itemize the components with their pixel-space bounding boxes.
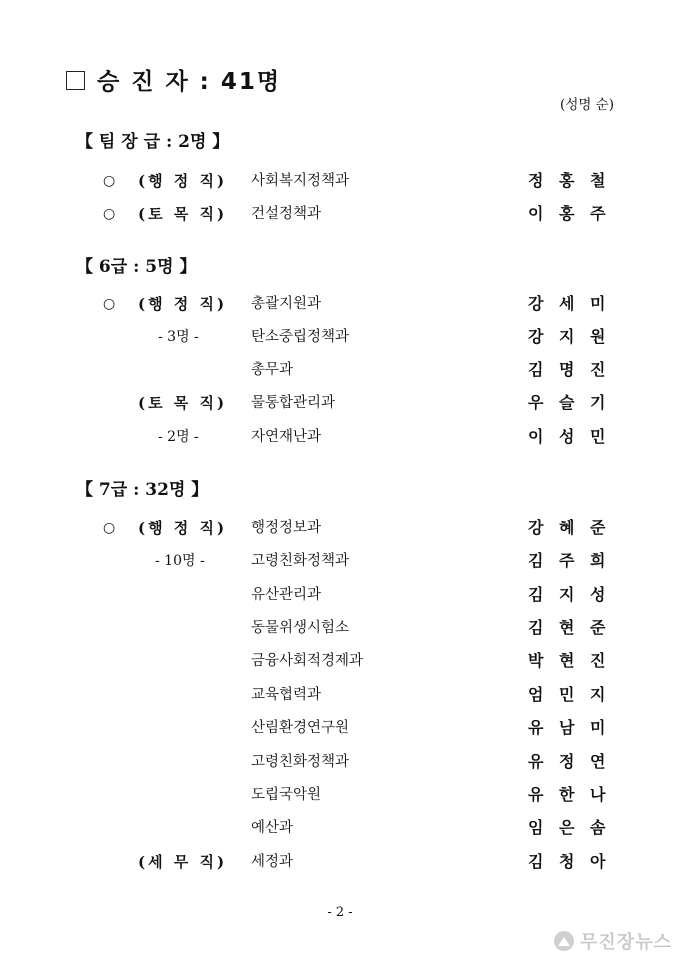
person-name: 정 홍 철 xyxy=(528,171,611,190)
watermark-text: 무진장뉴스 xyxy=(580,932,672,953)
list-item xyxy=(0,617,680,639)
person-name: 유 한 나 xyxy=(528,785,611,804)
department: 사회복지정책과 xyxy=(251,173,350,189)
count-note: - 10명 - xyxy=(155,553,205,569)
department: 동물위생시험소 xyxy=(251,620,350,636)
job-category: (행 정 직) xyxy=(138,172,228,190)
list-item xyxy=(0,326,680,348)
department: 고령친화정책과 xyxy=(251,553,350,569)
department: 고령친화정책과 xyxy=(251,754,350,770)
list-item xyxy=(0,359,680,381)
department: 예산과 xyxy=(251,820,294,836)
person-name: 엄 민 지 xyxy=(528,685,611,704)
checkbox-icon xyxy=(66,71,85,90)
bullet-icon: ○ xyxy=(103,206,116,222)
sort-order-note: (성명 순) xyxy=(560,97,614,113)
page-title-text: 승 진 자 : 41명 xyxy=(97,69,282,95)
department: 건설정책과 xyxy=(251,206,322,222)
list-item xyxy=(0,170,680,192)
list-item xyxy=(0,784,680,806)
department: 세정과 xyxy=(251,854,294,870)
department: 물통합관리과 xyxy=(251,395,336,411)
mountain-logo-icon xyxy=(554,931,574,951)
list-item xyxy=(0,517,680,539)
watermark xyxy=(554,928,672,954)
department: 행정정보과 xyxy=(251,520,322,536)
section-header-grade-6: 【 6급 : 5명 】 xyxy=(76,257,197,277)
department: 자연재난과 xyxy=(251,429,322,445)
department: 교육협력과 xyxy=(251,687,322,703)
job-category: (행 정 직) xyxy=(138,519,228,537)
department: 탄소중립정책과 xyxy=(251,329,350,345)
job-category: (토 목 직) xyxy=(138,205,228,223)
list-item xyxy=(0,717,680,739)
person-name: 강 지 원 xyxy=(528,327,611,346)
list-item xyxy=(0,851,680,873)
person-name: 김 현 준 xyxy=(528,618,611,637)
department: 유산관리과 xyxy=(251,587,322,603)
person-name: 김 명 진 xyxy=(528,360,611,379)
person-name: 이 성 민 xyxy=(528,427,611,446)
department: 산림환경연구원 xyxy=(251,720,350,736)
count-note: - 3명 - xyxy=(158,329,199,345)
person-name: 강 세 미 xyxy=(528,294,611,313)
person-name: 김 청 아 xyxy=(528,852,611,871)
count-note: - 2명 - xyxy=(158,429,199,445)
page-number: - 2 - xyxy=(327,905,353,920)
person-name: 박 현 진 xyxy=(528,651,611,670)
list-item xyxy=(0,584,680,606)
page-title xyxy=(66,66,281,98)
department: 금융사회적경제과 xyxy=(251,653,364,669)
section-header-team-leader: 【 팀 장 급 : 2명 】 xyxy=(76,132,230,152)
person-name: 유 정 연 xyxy=(528,752,611,771)
bullet-icon: ○ xyxy=(103,173,116,189)
list-item xyxy=(0,293,680,315)
list-item xyxy=(0,392,680,414)
bullet-icon: ○ xyxy=(103,296,116,312)
person-name: 임 은 솜 xyxy=(528,818,611,837)
job-category: (행 정 직) xyxy=(138,295,228,313)
person-name: 김 지 성 xyxy=(528,585,611,604)
department: 총괄지원과 xyxy=(251,296,322,312)
list-item xyxy=(0,203,680,225)
list-item xyxy=(0,751,680,773)
list-item xyxy=(0,650,680,672)
list-item xyxy=(0,684,680,706)
bullet-icon: ○ xyxy=(103,520,116,536)
person-name: 이 홍 주 xyxy=(528,204,611,223)
job-category: (토 목 직) xyxy=(138,394,228,412)
person-name: 유 남 미 xyxy=(528,718,611,737)
person-name: 김 주 희 xyxy=(528,551,611,570)
person-name: 우 슬 기 xyxy=(528,393,611,412)
list-item xyxy=(0,550,680,572)
department: 도립국악원 xyxy=(251,787,322,803)
list-item xyxy=(0,817,680,839)
person-name: 강 혜 준 xyxy=(528,518,611,537)
list-item xyxy=(0,426,680,448)
job-category: (세 무 직) xyxy=(138,853,228,871)
section-header-grade-7: 【 7급 : 32명 】 xyxy=(76,480,209,500)
department: 총무과 xyxy=(251,362,294,378)
